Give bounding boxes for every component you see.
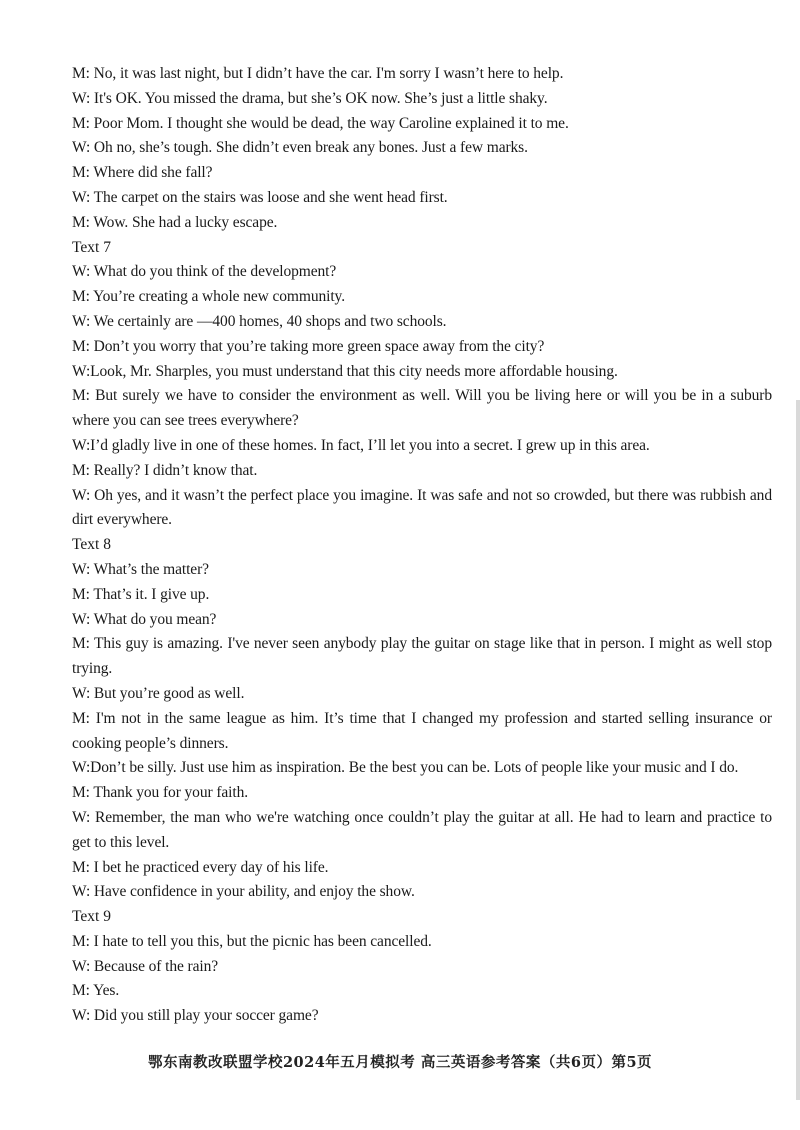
dialogue-line: M: You’re creating a whole new community. [72,288,345,306]
dialogue-line: W:I’d gladly live in one of these homes. In fact, I’ll let you into a secret. I grew up in this area. [72,436,650,454]
dialogue-line: M: But surely we have to consider the environment as well. Will you be living here or will you be in a suburb where you can see trees everywhere? [72,387,772,430]
dialogue-line: M: Where did she fall? [72,164,213,182]
dialogue-line: W: The carpet on the stairs was loose and she went head first. [72,188,448,206]
dialogue-line: M: Thank you for your faith. [72,784,248,802]
dialogue-line: M: No, it was last night, but I didn’t have the car. I'm sorry I wasn’t here to help. [72,65,564,82]
dialogue-line: M: Yes. [72,982,120,1000]
section-heading: Text 7 [72,238,111,256]
dialogue-line: W: Did you still play your soccer game? [72,1007,319,1025]
document-body [72,62,772,1029]
dialogue-line: W:Look, Mr. Sharples, you must understand that this city needs more affordable housing. [72,362,618,380]
dialogue-line: W:Don’t be silly. Just use him as inspiration. Be the best you can be. Lots of people like your music and I do. [72,759,739,777]
dialogue-line: W: Oh yes, and it wasn’t the perfect place you imagine. It was safe and not so crowded, but there was rubbish and dirt everywhere. [72,486,772,529]
section-heading: Text 8 [72,536,111,554]
section-heading: Text 9 [72,908,111,926]
dialogue-line: M: This guy is amazing. I've never seen anybody play the guitar on stage like that in person. I might as well stop trying. [72,635,772,678]
dialogue-line: M: I bet he practiced every day of his life. [72,858,329,876]
dialogue-line: W: Oh no, she’s tough. She didn’t even break any bones. Just a few marks. [72,139,528,157]
dialogue-line: M: Don’t you worry that you’re taking more green space away from the city? [72,337,545,355]
dialogue-line: M: Really? I didn’t know that. [72,461,258,479]
dialogue-line: W: We certainly are —400 homes, 40 shops and two schools. [72,312,447,330]
dialogue-line: W: What do you mean? [72,610,217,628]
scrollbar[interactable] [796,400,800,1100]
dialogue-line: W: But you’re good as well. [72,684,245,702]
dialogue-line: M: I'm not in the same league as him. It’s time that I changed my profession and started selling insurance or cooking people’s dinners. [72,709,772,752]
dialogue-line: W: Because of the rain? [72,957,219,975]
dialogue-line: W: What do you think of the development? [72,263,337,281]
dialogue-line: M: That’s it. I give up. [72,585,210,603]
dialogue-line: W: What’s the matter? [72,560,209,578]
dialogue-line: M: I hate to tell you this, but the picnic has been cancelled. [72,932,432,950]
dialogue-line: W: Have confidence in your ability, and enjoy the show. [72,883,415,901]
dialogue-line: M: Wow. She had a lucky escape. [72,213,278,231]
page-footer: 鄂东南教改联盟学校2024年五月模拟考 高三英语参考答案（共6页）第5页 [147,1054,653,1071]
dialogue-line: W: It's OK. You missed the drama, but she’s OK now. She’s just a little shaky. [72,89,548,107]
dialogue-line: W: Remember, the man who we're watching once couldn’t play the guitar at all. He had to learn and practice to get to this level. [72,808,772,851]
dialogue-line: M: Poor Mom. I thought she would be dead, the way Caroline explained it to me. [72,114,569,132]
